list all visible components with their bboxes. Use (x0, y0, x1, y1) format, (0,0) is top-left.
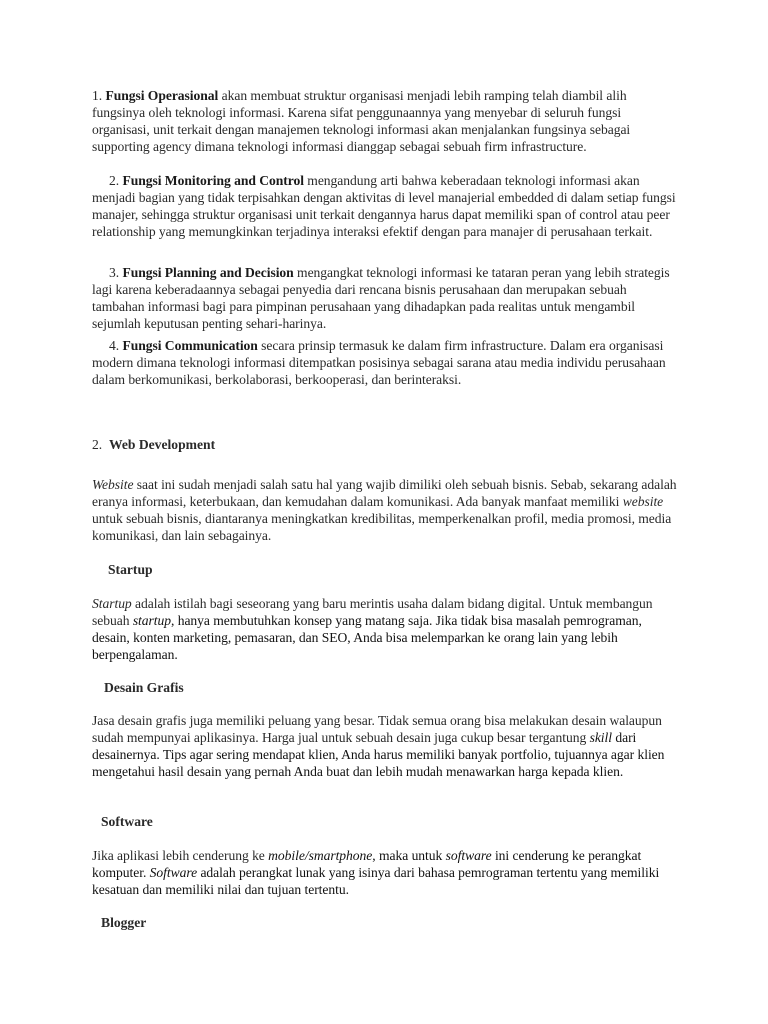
list-item-communication (92, 337, 682, 388)
item-title: Fungsi Planning and Decision (122, 265, 294, 280)
paragraph-text: saat ini sudah menjadi salah satu hal yang wajib dimiliki oleh sebuah bisnis. Sebab, sekarang adalah eranya informasi, keterbukaan, dan kemudahan dalam komunikasi. Ada banyak manfaat memiliki (92, 477, 677, 509)
item-text: fungsinya oleh teknologi informasi. Karena sifat penggunaannya yang menyebar di seluruh fungsi organisasi, unit terkait dengan manajemen teknologi informasi akan menjalankan fungsinya sebagai supporting agency dimana teknologi informasi dianggap sebagai sebuah firm infrastructure. (92, 105, 631, 154)
blogger-heading: Blogger (101, 915, 147, 930)
list-number: 1. (92, 88, 103, 103)
paragraph-text: Jasa desain grafis juga memiliki peluang yang besar. Tidak semua orang bisa melakukan desain walaupun sudah mempunyai aplikasinya. Harga jual untuk sebuah desain juga cukup besar tergantung (92, 713, 662, 745)
section-heading (92, 436, 215, 453)
item-text: secara prinsip termasuk ke dalam firm infrastructure. Dalam era organisasi modern dimana teknologi informasi ditempatkan posisinya sebagai sarana atau media individu perusahaan dalam berkomunikasi, berkolaborasi, berkooperasi, dan berinteraksi. (92, 338, 666, 387)
italic-term: startup (132, 613, 171, 628)
item-title: Fungsi Operasional (105, 88, 219, 103)
startup-paragraph (92, 595, 682, 663)
list-item-monitoring (92, 172, 682, 240)
paragraph-text: ini cenderung ke perangkat komputer. (92, 848, 642, 880)
list-item-operasional (92, 87, 682, 155)
italic-term: mobile/smartphone (268, 848, 373, 863)
italic-term: website (622, 494, 664, 509)
website-paragraph (92, 476, 682, 544)
desain-grafis-paragraph (92, 712, 682, 780)
item-title: Fungsi Communication (122, 338, 258, 353)
software-heading: Software (101, 814, 153, 829)
italic-term: skill (589, 730, 612, 745)
list-number: 4. (109, 338, 120, 353)
italic-term: Startup (92, 596, 132, 611)
list-number: 3. (109, 265, 120, 280)
item-title: Fungsi Monitoring and Control (122, 173, 304, 188)
item-text: mengandung arti bahwa keberadaan teknologi informasi akan menjadi bagian yang tidak terpisahkan dengan aktivitas di level manajerial embedded di dalam setiap fungsi manajer, sehingga struktur organisasi unit terkait dengannya harus dapat memiliki span of control atau peer relationship yang memungkinkan terjadinya interaksi efektif dengan para manajer di perusahaan terkait. (92, 173, 676, 239)
paragraph-text: Jika aplikasi lebih cenderung ke (92, 848, 265, 863)
italic-term: software (445, 848, 492, 863)
desain-grafis-heading: Desain Grafis (104, 680, 184, 695)
italic-term: Website (92, 477, 134, 492)
paragraph-text: adalah istilah bagi seseorang yang baru merintis usaha dalam bidang digital. Untuk membangun sebuah (92, 596, 653, 628)
paragraph-text: adalah perangkat lunak yang isinya dari bahasa pemrograman tertentu yang memiliki kesatuan dan memiliki nilai dan tujuan tertentu. (92, 865, 660, 897)
section-number: 2. (92, 437, 103, 452)
startup-heading: Startup (108, 562, 153, 577)
italic-term: Software (149, 865, 198, 880)
paragraph-text: dari desainernya. Tips agar sering mendapat klien, Anda harus memiliki banyak portfolio, tujuannya agar klien mengetahui hasil desain yang pernah Anda buat dan lebih mudah menawarkan harga kepada klien. (92, 730, 665, 779)
item-text: akan membuat struktur organisasi menjadi lebih ramping telah diambil alih (221, 88, 627, 103)
list-number: 2. (109, 173, 120, 188)
item-text: mengangkat teknologi informasi ke tataran peran yang lebih strategis lagi karena keberadaannya sebagai penyedia dari rencana bisnis perusahaan dan merupakan sebuah tambahan informasi bagi para pimpinan perusahaan yang dihadapkan pada realitas untuk mengambil sejumlah keputusan penting sehari-harinya. (92, 265, 670, 331)
list-item-planning (92, 264, 682, 332)
paragraph-text: , maka untuk (372, 848, 443, 863)
paragraph-text: , hanya membutuhkan konsep yang matang saja. Jika tidak bisa masalah pemrograman, desain, konten marketing, pemasaran, dan SEO, Anda bisa melemparkan ke orang lain yang lebih berpengalaman. (92, 613, 642, 662)
section-title: Web Development (109, 437, 216, 452)
paragraph-text: untuk sebuah bisnis, diantaranya meningkatkan kredibilitas, memperkenalkan profil, media promosi, media komunikasi, dan lain sebagainya. (92, 511, 672, 543)
software-paragraph (92, 847, 682, 898)
